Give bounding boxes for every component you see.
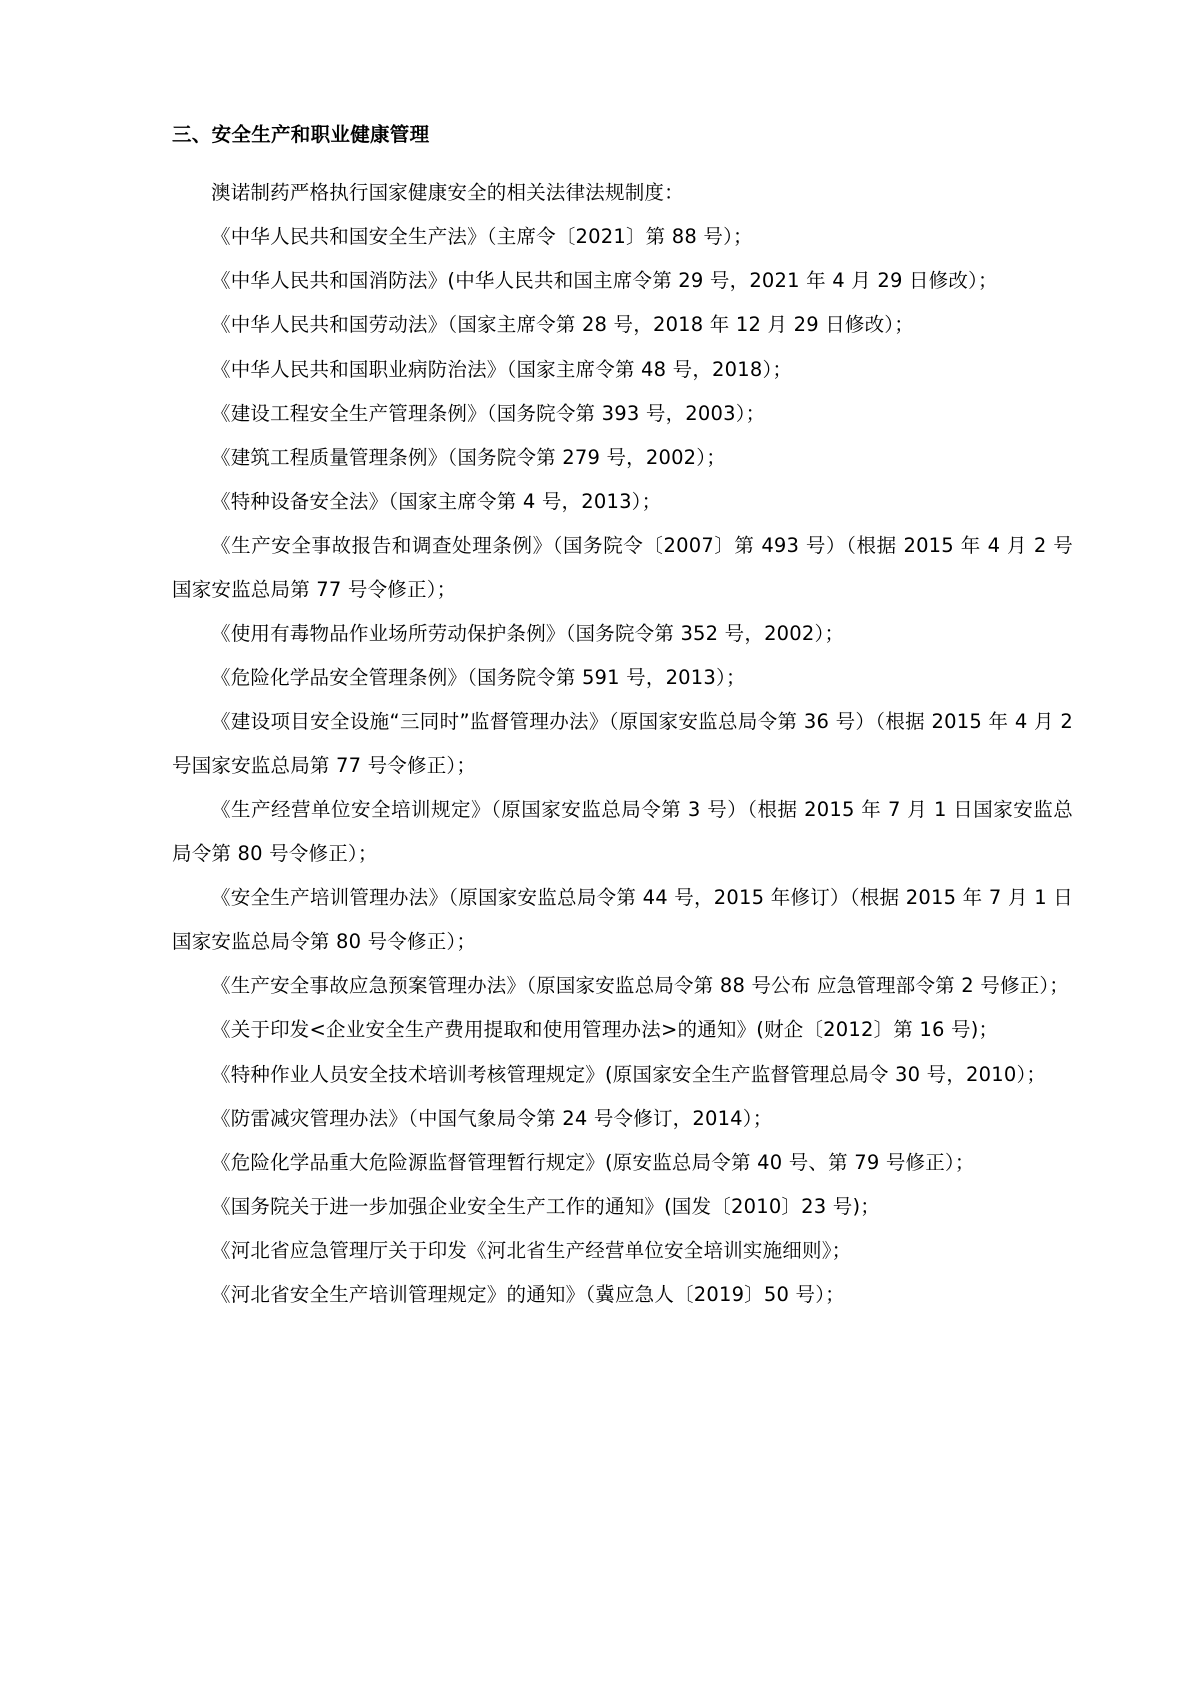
paragraph-law-13: 《安全生产培训管理办法》（原国家安监总局令第 44 号，2015 年修订）（根据 2015 年 7 月 1 日国家安监总局令第 80 号令修正）；	[172, 886, 1073, 954]
paragraph-law-17: 《防雷减灾管理办法》（中国气象局令第 24 号令修订，2014）；	[211, 1106, 773, 1130]
paragraph-law-18: 《危险化学品重大危险源监督管理暂行规定》(原安监总局令第 40 号、第 79 号修正）；	[211, 1150, 975, 1174]
paragraph-law-4: 《中华人民共和国职业病防治法》（国家主席令第 48 号，2018）；	[211, 357, 793, 381]
paragraph-law-10: 《危险化学品安全管理条例》（国务院令第 591 号，2013）；	[211, 665, 746, 689]
paragraph-law-19: 《国务院关于进一步加强企业安全生产工作的通知》(国发〔2010〕23 号)；	[211, 1194, 880, 1218]
paragraph-intro: 澳诺制药严格执行国家健康安全的相关法律法规制度：	[211, 181, 684, 205]
paragraph-law-6: 《建筑工程质量管理条例》（国务院令第 279 号，2002）；	[211, 445, 726, 469]
paragraph-law-1: 《中华人民共和国安全生产法》（主席令〔2021〕第 88 号）；	[211, 225, 753, 249]
paragraph-law-14: 《生产安全事故应急预案管理办法》（原国家安监总局令第 88 号公布 应急管理部令第 2 号修正）；	[211, 974, 1070, 998]
paragraph-law-15: 《关于印发<企业安全生产费用提取和使用管理办法>的通知》(财企〔2012〕第 16 号)；	[211, 1018, 999, 1042]
paragraph-law-11: 《建设项目安全设施“三同时”监督管理办法》（原国家安监总局令第 36 号）（根据 2015 年 4 月 2 号国家安监总局第 77 号令修正）；	[172, 710, 1073, 778]
paragraph-law-21: 《河北省安全生产培训管理规定》的通知》（冀应急人〔2019〕50 号）；	[211, 1282, 845, 1306]
paragraph-law-7: 《特种设备安全法》（国家主席令第 4 号，2013）；	[211, 489, 662, 513]
paragraph-law-20: 《河北省应急管理厅关于印发《河北省生产经营单位安全培训实施细则》；	[211, 1238, 852, 1262]
paragraph-law-9: 《使用有毒物品作业场所劳动保护条例》（国务院令第 352 号，2002）；	[211, 621, 845, 645]
paragraph-law-2: 《中华人民共和国消防法》(中华人民共和国主席令第 29 号，2021 年 4 月 29 日修改）；	[211, 269, 998, 293]
paragraph-law-16: 《特种作业人员安全技术培训考核管理规定》(原国家安全生产监督管理总局令 30 号，2010）；	[211, 1062, 1047, 1086]
paragraph-law-5: 《建设工程安全生产管理条例》（国务院令第 393 号，2003）；	[211, 401, 766, 425]
paragraph-law-8: 《生产安全事故报告和调查处理条例》（国务院令〔2007〕第 493 号）（根据 2015 年 4 月 2 号国家安监总局第 77 号令修正）；	[172, 533, 1073, 601]
paragraph-law-12: 《生产经营单位安全培训规定》（原国家安监总局令第 3 号）（根据 2015 年 7 月 1 日国家安监总局令第 80 号令修正）；	[172, 798, 1073, 866]
section-heading: 三、安全生产和职业健康管理	[172, 123, 430, 146]
paragraph-law-3: 《中华人民共和国劳动法》（国家主席令第 28 号，2018 年 12 月 29 日修改）；	[211, 313, 914, 337]
